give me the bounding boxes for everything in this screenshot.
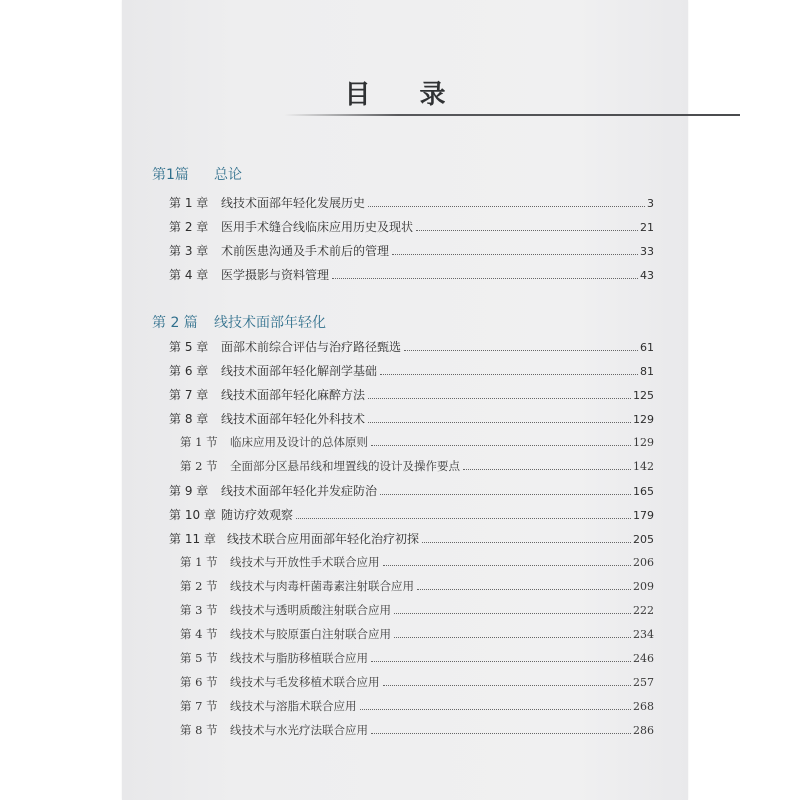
chapter-number: 第 8 章 xyxy=(169,412,209,426)
toc-entry[interactable] xyxy=(169,242,654,259)
toc-entry[interactable] xyxy=(169,218,654,235)
dot-leader xyxy=(368,422,631,423)
chapter-title: 医学摄影与资料管理 xyxy=(221,268,330,282)
part-heading xyxy=(152,164,242,184)
section-title: 线技术与水光疗法联合应用 xyxy=(230,723,368,737)
toc-entry[interactable] xyxy=(169,194,654,211)
dot-leader xyxy=(371,445,631,446)
page-number: 179 xyxy=(633,509,654,522)
section-title: 线技术与胶原蛋白注射联合应用 xyxy=(230,627,391,641)
page-number: 43 xyxy=(640,269,654,282)
dot-leader xyxy=(404,350,638,351)
section-title: 线技术与毛发移植术联合应用 xyxy=(230,675,380,689)
section-title: 线技术与开放性手术联合应用 xyxy=(230,555,380,569)
page-number: 222 xyxy=(633,604,654,617)
page-number: 129 xyxy=(633,436,654,449)
section-number: 第 1 节 xyxy=(180,555,218,569)
chapter-title: 医用手术缝合线临床应用历史及现状 xyxy=(221,220,414,234)
dot-leader xyxy=(360,709,632,710)
chapter-title: 线技术面部年轻化外科技术 xyxy=(221,412,366,426)
chapter-number: 第 1 章 xyxy=(169,196,209,210)
chapter-title: 线技术面部年轻化麻醉方法 xyxy=(221,388,366,402)
section-number: 第 7 节 xyxy=(180,699,218,713)
dot-leader xyxy=(380,374,638,375)
section-number: 第 5 节 xyxy=(180,651,218,665)
page-number: 205 xyxy=(633,533,654,546)
dot-leader xyxy=(371,733,631,734)
chapter-number: 第 9 章 xyxy=(169,484,209,498)
dot-leader xyxy=(383,565,632,566)
page-number: 81 xyxy=(640,365,654,378)
part-title: 线技术面部年轻化 xyxy=(214,315,326,331)
page-number: 61 xyxy=(640,341,654,354)
page-number: 286 xyxy=(633,724,654,737)
toc-entry[interactable] xyxy=(169,482,654,499)
chapter-title: 线技术面部年轻化解剖学基础 xyxy=(221,364,378,378)
page-number: 209 xyxy=(633,580,654,593)
chapter-number: 第 7 章 xyxy=(169,388,209,402)
toc-entry[interactable] xyxy=(180,434,654,450)
toc-page xyxy=(122,0,688,800)
toc-entry[interactable] xyxy=(169,386,654,403)
page-number: 268 xyxy=(633,700,654,713)
toc-entry[interactable] xyxy=(180,578,654,594)
section-number: 第 3 节 xyxy=(180,603,218,617)
page-number: 206 xyxy=(633,556,654,569)
dot-leader xyxy=(417,589,631,590)
dot-leader xyxy=(371,661,631,662)
section-number: 第 6 节 xyxy=(180,675,218,689)
section-title: 线技术与脂肪移植联合应用 xyxy=(230,651,368,665)
section-number: 第 8 节 xyxy=(180,723,218,737)
section-title: 线技术与透明质酸注射联合应用 xyxy=(230,603,391,617)
dot-leader xyxy=(422,542,631,543)
chapter-title: 面部术前综合评估与治疗路径甄选 xyxy=(221,340,402,354)
toc-entry[interactable] xyxy=(180,626,654,642)
page-number: 257 xyxy=(633,676,654,689)
dot-leader xyxy=(368,206,645,207)
part-title: 总论 xyxy=(214,167,242,183)
chapter-title: 随访疗效观察 xyxy=(221,508,294,522)
section-number: 第 2 节 xyxy=(180,459,218,473)
dot-leader xyxy=(394,613,631,614)
page-number: 125 xyxy=(633,389,654,402)
toc-entry[interactable] xyxy=(169,530,654,547)
toc-entry[interactable] xyxy=(180,458,654,474)
section-title: 线技术与溶脂术联合应用 xyxy=(230,699,357,713)
toc-entry[interactable] xyxy=(180,554,654,570)
chapter-number: 第 6 章 xyxy=(169,364,209,378)
toc-entry[interactable] xyxy=(169,362,654,379)
section-title: 线技术与肉毒杆菌毒素注射联合应用 xyxy=(230,579,414,593)
chapter-title: 线技术面部年轻化发展历史 xyxy=(221,196,366,210)
section-number: 第 1 节 xyxy=(180,435,218,449)
toc-entry[interactable] xyxy=(180,674,654,690)
page-number: 21 xyxy=(640,221,654,234)
dot-leader xyxy=(296,518,631,519)
toc-entry[interactable] xyxy=(169,410,654,427)
chapter-number: 第 5 章 xyxy=(169,340,209,354)
part-number: 第1篇 xyxy=(152,167,189,183)
page-number: 246 xyxy=(633,652,654,665)
section-title: 临床应用及设计的总体原则 xyxy=(230,435,368,449)
toc-entry[interactable] xyxy=(180,722,654,738)
chapter-number: 第 11 章 xyxy=(169,532,216,546)
section-title: 全面部分区悬吊线和埋置线的设计及操作要点 xyxy=(230,459,460,473)
chapter-title: 线技术面部年轻化并发症防治 xyxy=(221,484,378,498)
toc-entry[interactable] xyxy=(180,698,654,714)
dot-leader xyxy=(394,637,631,638)
page-title: 目 录 xyxy=(344,80,466,110)
page-number: 165 xyxy=(633,485,654,498)
dot-leader xyxy=(368,398,631,399)
part-heading xyxy=(152,312,326,332)
chapter-number: 第 10 章 xyxy=(169,508,216,522)
background xyxy=(0,0,122,800)
dot-leader xyxy=(392,254,638,255)
toc-entry[interactable] xyxy=(169,506,654,523)
section-number: 第 2 节 xyxy=(180,579,218,593)
dot-leader xyxy=(380,494,631,495)
page-number: 142 xyxy=(633,460,654,473)
page-number: 33 xyxy=(640,245,654,258)
section-number: 第 4 节 xyxy=(180,627,218,641)
page-number: 234 xyxy=(633,628,654,641)
dot-leader xyxy=(416,230,638,231)
toc-entry[interactable] xyxy=(169,266,654,283)
part-number: 第 2 篇 xyxy=(152,315,198,331)
chapter-number: 第 3 章 xyxy=(169,244,209,258)
chapter-title: 线技术联合应用面部年轻化治疗初探 xyxy=(227,532,420,546)
title-underline xyxy=(284,114,740,116)
page-number: 3 xyxy=(647,197,654,210)
dot-leader xyxy=(463,469,631,470)
page-number: 129 xyxy=(633,413,654,426)
chapter-number: 第 4 章 xyxy=(169,268,209,282)
dot-leader xyxy=(332,278,638,279)
toc-entry[interactable] xyxy=(180,602,654,618)
chapter-title: 术前医患沟通及手术前后的管理 xyxy=(221,244,390,258)
dot-leader xyxy=(383,685,632,686)
toc-entry[interactable] xyxy=(169,338,654,355)
chapter-number: 第 2 章 xyxy=(169,220,209,234)
toc-entry[interactable] xyxy=(180,650,654,666)
